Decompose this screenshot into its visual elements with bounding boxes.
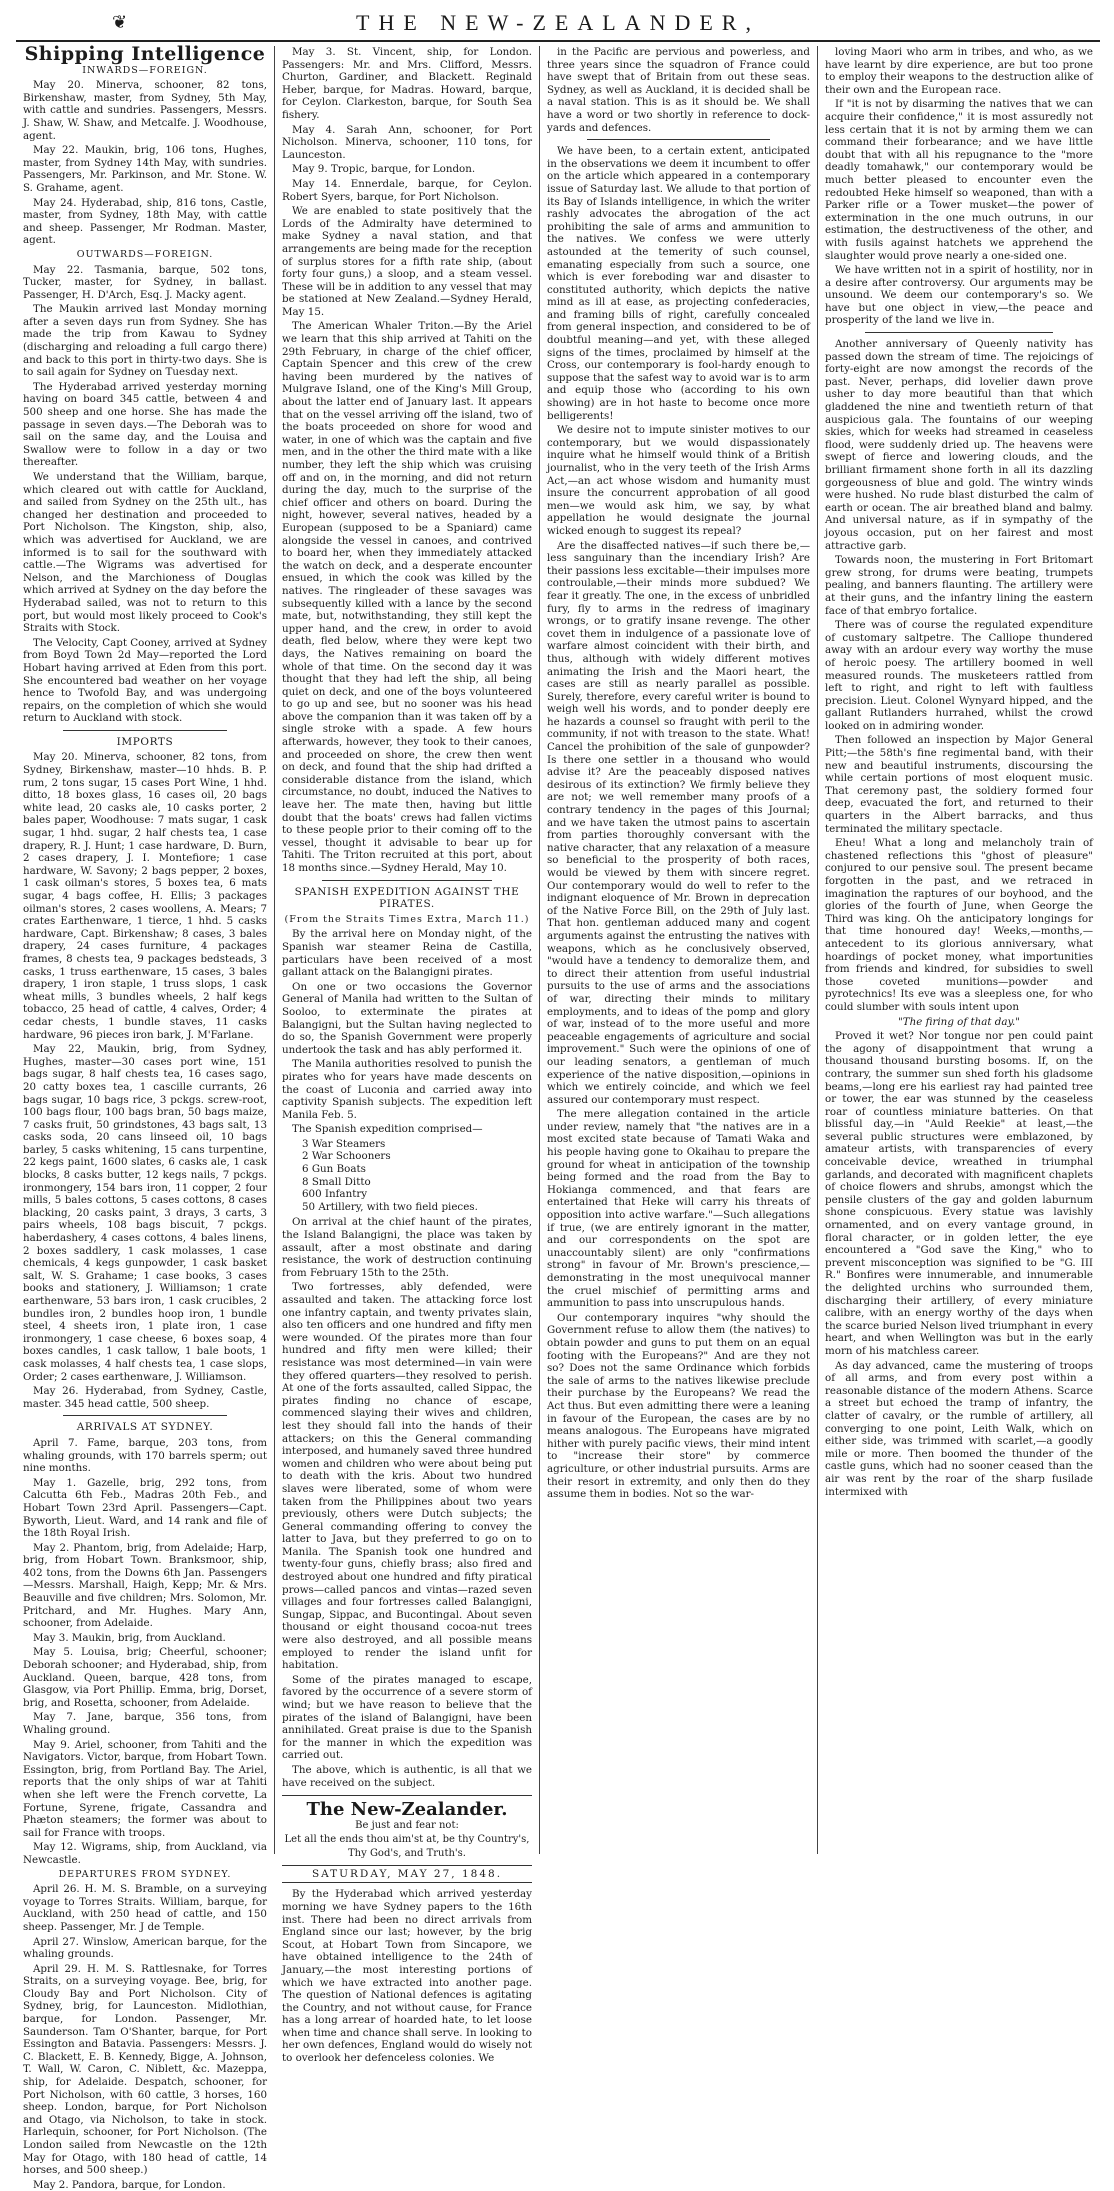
paragraph: The mere allegation contained in the article under review, namely that "the natives are in a most excited state because of Tamati Waka and his people having gone to Okaihau to prepare the ground for wheat in anticipation of the township being formed and the road from the Bay to Hokianga commenced, and that fears are entertained that Heke will carry his threats of opposition into active warfare."—Such allegations if true, (we are entirely ignorant in the matter, and our correspondents on the spot are unaccountably silent) are only "confirmations strong" in favour of Mr. Brown's prescience,—demonstrating in the most unequivocal manner the cruel mischief of permitting arms and ammunition to pass into unscrupulous hands. [547,1108,810,1310]
inwards-list [23,79,267,247]
paragraph: Some of the pirates managed to escape, favored by the occurrence of a severe storm of wind; but we have reason to believe that the pirates of the island of Balangigni, have been annihilated. Great praise is due to the Spanish for the manner in which the expedition was carried out. [282,1673,532,1762]
quote-line: "The firing of that day." [898,1015,1020,1028]
outwards-list [23,264,267,725]
outwards-foreign-heading: OUTWARDS—FOREIGN. [76,248,214,260]
paragraph: The Velocity, Capt Cooney, arrived at Sydney from Boyd Town 2d May—reported the Lord Hobart having arrived at Eden from this port. She encountered bad weather on her voyage hence to Twofold Bay, and was undergoing repairs, on the completion of which she would return to Auckland with stock. [23,636,267,725]
paragraph: If "it is not by disarming the natives that we can acquire their confidence," it is most assuredly not less certain that it is not by arming them we can command their forbearance; and we have little doubt that with all his repugnance to the "more deadly tomahawk," our contemporary would be much better pleased to encounter even the redoubted Heke himself so weaponed, than with a Parker rifle or a Tower musket—the power of extermination in the one much outruns, in our estimation, the destructiveness of the other, and with fusils against hatchets we apprehend the slaughter would prove nearly a one-sided one. [825,98,1093,262]
list-item: 600 Infantry [302,1188,368,1201]
paragraph: The Spanish expedition comprised— [292,1123,483,1136]
arrivals-heading: ARRIVALS AT SYDNEY. [76,1421,214,1434]
dateline: SATURDAY, MAY 27, 1848. [282,1865,532,1884]
ornament-icon: ❦ [112,12,128,33]
paragraph: May 22. Tasmania, barque, 502 tons, Tucker, master, for Sydney, in ballast. Passenger, H. D'Arch, Esq. J. Macky agent. [23,263,267,301]
paragraph: On one or two occasions the Governor General of Manila had written to the Sultan of Sooloo, to exterminate the pirates at Balangigni, but the Sultan having neglected to do so, the Spanish Government were properly undertook the task and has ably performed it. [282,980,532,1056]
paragraph: Eheu! What a long and melancholy train of chastened reflections this "ghost of pleasure" conjured to our pensive soul. The present became forgotten in the past, and we retraced in imagination the raptures of our boyhood, and the glories of the fourth of June, when George the Third was king. Oh the anticipatory longings for that time honoured day! Weeks,—months,—antecedent to its glorious anniversary, what hoardings of pocket money, what importunities from friends and kindred, for subsidies to swell those coveted munitions—powder and pyrotechnics! Its eve was a sleepless one, for who could slumber with souls intent upon [825,837,1093,1013]
column-1 [16,43,274,2191]
column-2 [274,46,539,2065]
shipping-heading: Shipping Intelligence [24,43,266,65]
paragraph: Proved it wet? Nor tongue nor pen could paint the agony of disappointment that wrung a thousand thousand bursting bosoms. If, on the contrary, the summer sun shed forth his gladsome beams,—long ere his earliest ray had painted tree or tower, the ear was stunned by the ceaseless roar of countless miniature batteries. On that blissful day,—in "Auld Reekie" at least,—the several public structures were emblazoned, by amateur artists, with transparencies of every conceivable device, wreathed in triumphal garlands, and decorated with magnificent chaplets of choice flowers and shrubs, amongst which the pensile clusters of the gay and golden laburnum shone conspicuous. Every statue was lavishly ornamented, and on every vantage ground, in floral character, or in golden letter, the eye encountered a "God save the King," who to prevent misconception was signified to be "G. III R." Bonfires were innumerable, and innumerable the delighted urchins who surrounded them, discharging their artillery, of every miniature calibre, with an energy worthy of the days when the scarce buried Nelson lived triumphant in every heart, and when Wellington was but in the early morn of his matchless career. [825,1030,1093,1357]
divider [322,880,492,881]
paragraph: Our contemporary inquires "why should the Government refuse to allow them (the natives) to obtain powder and guns to put them on an equal footing with the Europeans?" And are they not so? Does not the same Ordinance which forbids the sale of arms to the natives likewise preclude their purchase by the Europeans? We read the Act thus. But even admitting there were a leaning in favour of the European, the cases are by no means analogous. The Europeans have migrated hither with purely pacific views, their mind intent to "increase their store" by commerce agriculture, or other industrial pursuits. Arms are their resort in extremity, and only then do they assume them in bodies. Not so the war- [547,1311,810,1501]
paragraph: We desire not to impute sinister motives to our contemporary, but we would dispassionately inquire what he himself would think of a British journalist, who in the very teeth of the Irish Arms Act,—an act whose wisdom and humanity must insure the concurrent approbation of all good men—we would ask him, we say, by what appellation he would designate the journal wicked enough to suggest its repeal? [547,424,810,537]
masthead [16,6,1100,42]
column-4 [817,46,1100,1854]
paragraph: Then followed an inspection by Major General Pitt;—the 58th's fine regimental band, with their new and beautiful instruments, discoursing the while certain portions of most eloquent music. That ceremony past, the soldiery formed four deep, evacuated the fort, and returned to their quarters in the Albert barracks, and thus terminated the military spectacle. [825,734,1093,835]
editorial-body [282,1888,532,2064]
paragraph: May 4. Sarah Ann, schooner, for Port Nicholson. Minerva, schooner, 110 tons, for Launceston. [282,123,532,161]
motto-line-2: Let all the ends thou aim'st at, be thy Country's, [284,1833,530,1845]
arrivals-list [23,1437,267,1867]
paragraph: May 2. Phantom, brig, from Adelaide; Harp, brig, from Hobart Town. Branksmoor, ship, 402 tons, from the Downs 6th Jan. Passengers—Messrs. Marshall, Haigh, Kepp; Mr. & Mrs. Beauville and five children; Mrs. Solomon, Mr. Pritchard, and Mr. Hughes. Mary Ann, schooner, from Adelaide. [23,1541,267,1630]
paragraph: May 9. Tropic, barque, for London. [292,163,476,176]
spanish-expedition-body [282,928,532,1136]
list-item: 2 War Schooners [302,1150,391,1163]
paragraph: The above, which is authentic, is all that we have received on the subject. [282,1763,532,1789]
paragraph: May 20. Minerva, schooner, 82 tons, from Sydney, Birkenshaw, master—10 hhds. B. P. rum, 2 tons sugar, 15 cases Port Wine, 1 hhd. ditto, 18 boxes glass, 16 cases oil, 20 bags white lead, 20 casks ale, 10 casks porter, 2 bales paper, Woodhouse: 7 mats sugar, 1 cask sugar, 1 hhd. sugar, 2 half chests tea, 1 case drapery, R. J. Hunt; 1 case hardware, D. Burn, 2 cases drapery, J. I. Montefiore; 1 case hardware, W. Savony; 2 bags pepper, 2 boxes, 1 cask oilman's stores, 5 boxes tea, 6 mats sugar, 4 bags coffee, H. Ellis; 3 packages oilman's stores, 2 cases woollens, A. Mears; 7 crates Earthenware, 1 tierce, 1 hhd. 5 casks hardware, Capt. Birkenshaw; 8 cases, 3 bales drapery, 24 cases furniture, 4 packages frames, 8 chests tea, 9 packages bedsteads, 3 casks, 1 truss earthenware, 15 cases, 3 bales drapery, 1 iron staple, 1 truss slops, 1 cask wheat mills, 3 bundles wheels, 2 half kegs tobacco, 25 head of cattle, 4 calves, Order; 4 cedar chests, 1 bundle staves, 11 casks hardware, 96 pieces iron bark, J. M'Farlane. [23,751,267,1041]
motto-line-1: Be just and fear not: [355,1819,459,1831]
inwards-foreign-heading: INWARDS—FOREIGN. [82,64,208,76]
imports-heading: IMPORTS [116,735,174,748]
paragraph: Towards noon, the mustering in Fort Britomart grew strong, for drums were beating, trumpets pealing, and banners flaunting. The artillery were at their guns, and the infantry lining the eastern face of that embryo fortalice. [825,554,1093,617]
divider [282,1795,532,1796]
paragraph: May 2. Pandora, barque, for London. [33,2178,226,2191]
paragraph: April 29. H. M. S. Rattlesnake, for Torres Straits, on a surveying voyage. Bee, brig, for Cloudy Bay and Port Nicholson. City of Sydney, brig, for Launceston. Midlothian, barque, for London. Passenger, Mr. Saunderson. Tam O'Shanter, barque, for Port Essington and Batavia. Passengers: Messrs. J. C. Blackett, E. B. Kennedy, Bigge, A. Johnson, T. Wall, W. Caron, C. Niblett, &c. Mazeppa, ship, for Adelaide. Despatch, schooner, for Port Nicholson, with 60 cattle, 3 horses, 160 sheep. London, barque, for Port Nicholson and Otago, via Nicholson, to take in stock. Harlequin, schooner, for Port Nicholson. (The London sailed from Newcastle on the 12th May for Otago, with 180 head of cattle, 14 horses, and 500 sheep.) [23,1962,267,2177]
paragraph: May 22. Maukin, brig, 106 tons, Hughes, master, from Sydney 14th May, with sundries. Passengers, Mr. Parkinson, and Mr. Stone. W. S. Grahame, agent. [23,144,267,194]
paragraph: May 5. Louisa, brig; Cheerful, schooner; Deborah schooner; and Hyderabad, ship, from Auckland. Queen, barque, 428 tons, from Glasgow, via Port Phillip. Emma, brig, Dorset, brig, and Rosetta, schooner, from Adelaide. [23,1646,267,1709]
paragraph: May 24. Hyderabad, ship, 816 tons, Castle, master, from Sydney, 18th May, with cattle and sheep. Passenger, Mr Rodman. Master, agent. [23,196,267,247]
editorial-title: The New-Zealander. [306,1799,508,1821]
paragraph: By the arrival here on Monday night, of the Spanish war steamer Reina de Castilla, particulars have been received of a most gallant attack on the Balangigni pirates. [282,928,532,979]
paragraph: May 20. Minerva, schooner, 82 tons, Birkenshaw, master, from Sydney, 5th May, with cattle and sundries. Passengers, Messrs. J. Shaw, W. Shaw, and Metcalfe. J. Woodhouse, agent. [23,79,267,142]
spanish-expedition-source: (From the Straits Times Extra, March 11.) [284,913,530,925]
paragraph: May 3. Maukin, brig, from Auckland. [33,1631,226,1644]
spanish-expedition-heading: SPANISH EXPEDITION AGAINST THE PIRATES. [294,885,520,911]
paragraph: April 7. Fame, barque, 203 tons, from whaling grounds, with 170 barrels sperm; out nine months. [23,1436,267,1475]
list-item: 6 Gun Boats [302,1163,366,1176]
paragraph: May 7. Jane, barque, 356 tons, from Whaling ground. [23,1711,267,1736]
paragraph: We have written not in a spirit of hostility, nor in a desire after controversy. Our arguments may be unsound. We deem our contemporary's so. We have but one object in view,—the peace and prosperity of the land we live in. [825,264,1093,327]
paragraph: On arrival at the chief haunt of the pirates, the Island Balangigni, the place was taken by assault, after a most obstinate and daring resistance, the work of destruction continuing from February 15th to the 25th. [282,1216,532,1279]
paragraph: May 3. St. Vincent, ship, for London. Passengers: Mr. and Mrs. Clifford, Messrs. Churton, Gardiner, and Blackett. Reginald Heber, barque, for Madras. Howard, barque, for Ceylon. Clarkeston, barque, for South Sea fishery. [282,46,532,121]
paragraph: As day advanced, came the mustering of troops of all arms, and from every post within a reasonable distance of the modern Athens. Scarce a street but echoed the tramp of infantry, the clatter of cavalry, or the rumble of artillery, all converging to one point, Leith Walk, which on either side, was trimmed with scarlet,—a goodly mile or more. Then boomed the thunder of the castle guns, which had no sooner ceased than the air was rent by the roar of the sharp fusilade intermixed with [825,1359,1093,1498]
paragraph: The Hyderabad arrived yesterday morning having on board 345 cattle, between 4 and 500 sheep and one horse. She has made the passage in seven days.—The Deborah was to sail on the same day, and the Louisa and Swallow were to follow in a day or two thereafter. [23,380,267,469]
paragraph: in the Pacific are pervious and powerless, and three years since the squadron of France could have swept that of Britain from out these seas. Sydney, as well as Auckland, it is decided shall be a naval station. This is as it should be. We shall have a word or two shortly in reference to dock-yards and defences. [547,46,810,134]
list-item: 8 Small Ditto [302,1175,371,1188]
columns [16,43,1100,2191]
paragraph: There was of course the regulated expenditure of customary saltpetre. The Calliope thundered away with an ardour every way worthy the muse of heroic poesy. The artillery boomed in well measured rounds. The musketeers rattled from left to right, and right to left with faultless precision. Lieut. Colonel Wynyard hipped, and the gallant Rutlanders hurrahed, whilst the crowd looked on in admiring wonder. [825,619,1093,732]
anniversary-article-2 [825,1030,1093,1498]
departures-heading: DEPARTURES FROM SYDNEY. [58,1868,232,1880]
fleet-list [302,1138,532,1214]
spanish-expedition-body-2 [282,1216,532,1789]
anniversary-article [825,338,1093,1013]
divider [865,332,1053,333]
editorial-continued [547,46,810,134]
list-item: 3 War Steamers [302,1137,386,1150]
imports-list [23,751,267,1410]
divider [63,730,227,731]
paragraph: April 27. Winslow, American barque, for the whaling grounds. [23,1935,267,1961]
column-3 [539,46,817,1854]
paragraph: Are the disaffected natives—if such there be,—less sanguinary than the incendiary Irish? Are their passions less excitable—their impulses more controulable,—their minds more subdued? We fear it greatly. The one, in the excess of unbridled fury, fly to arms in the redress of imaginary wrongs, or to gratify insane revenge. The other covet them in indulgence of a passionate love of warfare almost coincident with their birth, and thus, although with widely different motives animating the Irish and the Maori heart, the cases are still as nearly parallel as possible. Surely, therefore, every careful writer is bound to weigh well his words, and to ponder deeply ere he hazards a counsel so fraught with peril to the community, if not with treason to the state. What! Cancel the prohibition of the sale of gunpowder? Is there one settler in a thousand who would advise it? Are the peaceably disposed natives desirous of its extinction? We firmly believe they are not; we well remember many proofs of a contrary tendency in the pages of this Journal; and we have taken the utmost pains to ascertain from parties thoroughly conversant with the native character, that any relaxation of a measure so beneficial to the prosperity of both races, would be viewed by them with sincere regret. Our contemporary would do well to refer to the indignant eloquence of Mr. Brown in deprecation of the Native Force Bill, on the 29th of July last. That hon. gentleman adduced many and cogent arguments against the entrusting the natives with weapons, which as he conclusively observed, "would have a tendency to demoralize them, and to direct their attention from useful industrial pursuits to the use of arms and the associations of war, directing their minds to military employments, and to ideas of the pomp and glory of war, instead of to the more useful and more peaceable engagements of agriculture and social improvement." Such were the opinions of one of our leading senators, a gentleman of much experience of the native disposition,—opinions in which we entirely coincide, and which we feel assured our contemporary must respect. [547,539,810,1106]
departures-list [23,1883,267,2191]
divider [587,139,770,140]
arms-article [547,145,810,1501]
paragraph: The American Whaler Triton.—By the Ariel we learn that this ship arrived at Tahiti on the 29th February, in charge of the chief officer, Captain Spencer and this crew of the crew having been murdered by the natives of Mulgrave Island, one of the King's Mill Group, about the latter end of January last. It appears that on the vessel arriving off the island, two of the boats proceeded on shore for wood and water, in one of which was the captain and five men, and in the other the third mate with a like number, they left the ship which was cruising off and on, in the morning, and did not return during the day, much to the surprise of the chief officer and others on board. During the night, however, several natives, headed by a European (supposed to be a Spaniard) came alongside the vessel in canoes, and contrived to board her, when they immediately attacked the watch on deck, and a desperate encounter ensued, in which the cook was killed by the natives. The ringleader of these savages was subsequently killed with a lance by the second mate, but, notwithstanding, they still kept the upper hand, and the crew, in order to avoid death, fled below, where they were kept two days, the Natives remaining on board the whole of that time. On the second day it was thought that they had left the ship, all being quiet on deck, and one of the boys volunteered to go up and see, but no sooner was his head above the companion than it was taken off by a single stroke with a spade. A few hours afterwards, however, they took to their canoes, and proceeded on shore, the crew then went on deck, and found that the ship had drifted a considerable distance from the island, which circumstance, no doubt, induced the Natives to leave her. The mate then, having but little doubt that the boats' crews had fallen victims to these people prior to their coming off to the vessel, thought it advisable to bear up for Tahiti. The Triton recruited at this port, about 18 months since.—Sydney Herald, May 10. [282,320,532,874]
paragraph: May 9. Ariel, schooner, from Tahiti and the Navigators. Victor, barque, from Hobart Town. Essington, brig, from Portland Bay. The Ariel, reports that the only ships of war at Tahiti when she left were the French corvette, La Fortune, Syrene, frigate, Cassandra and Phæton steamers; the former was about to sail for France with troops. [23,1738,267,1839]
list-item: 50 Artillery, with two field pieces. [302,1200,478,1213]
paragraph: We have been, to a certain extent, anticipated in the observations we deem it incumbent to offer on the article which appeared in a contemporary issue of Saturday last. We allude to that portion of its Bay of Islands intelligence, in which the writer rashly advocates the abrogation of the act prohibiting the sale of arms and ammunition to the natives. We confess we were utterly astounded at the temerity of such counsel, emanating especially from such a source, one which is ever foreboding war and disaster to constituted authority, which depicts the native mind as ill at ease, as projecting confederacies, and framing bills of right, carefully concealed from general inspection, and considered to be of doubtful meaning—and yet, with these alleged signs of the times, proclaimed by himself at the Cross, our contemporary is fool-hardy enough to suppose that the safest way to avoid war is to arm and equip those who (according to his own showing) are in hot haste to become once more belligerents! [547,145,810,422]
paragraph: May 22, Maukin, brig, from Sydney, Hughes, master—30 cases port wine, 151 bags sugar, 8 half chests tea, 16 cases sago, 20 catty boxes tea, 1 cascille currants, 26 bags sugar, 10 bags rice, 3 pckgs. screw-root, 100 bags flour, 100 bags bran, 50 bags maize, 7 casks fruit, 50 grindstones, 43 bags salt, 13 casks soda, 20 cans linseed oil, 10 bags barley, 5 casks whitening, 15 cans turpentine, 22 kegs paint, 1600 slates, 6 casks ale, 1 cask blocks, 8 casks butter, 12 kegs nails, 7 pckgs. ironmongery, 154 bars iron, 11 copper, 2 four mills, 5 bales cottons, 5 cases cottons, 8 cases blacking, 20 casks paint, 3 drays, 3 carts, 3 pairs wheels, 108 bags biscuit, 7 pckgs. haberdashery, 4 cases cottons, 4 bales linens, 2 boxes saddlery, 1 cask molasses, 1 case chemicals, 4 kegs gunpowder, 1 cask basket salt, W. S. Grahame; 1 case books, 3 cases books and stationery, J. Williamson; 1 crate earthenware, 53 bars iron, 1 cask crucibles, 2 bundles iron, 2 bundles hoop iron, 1 bundle steel, 4 sheets iron, 1 plate iron, 1 case ironmongery, 1 case cheese, 6 boxes soap, 4 boxes candles, 1 cask tallow, 1 bale boots, 1 cask molasses, 4 half chests tea, 1 case slops, Order; 2 cases earthenware, J. Williamson. [23,1043,267,1383]
paragraph: May 14. Ennerdale, barque, for Ceylon. Robert Syers, barque, for Port Nicholson. [282,177,532,203]
paragraph: We are enabled to state positively that the Lords of the Admiralty have determined to make Sydney a naval station, and that arrangements are being made for the reception of surplus stores for a fifth rate ship, (about forty four guns,) a sloop, and a steam vessel. These will be in addition to any vessel that may be stationed at New Zealand.—Sydney Herald, May 15. [282,205,532,318]
newspaper-title: THE NEW-ZEALANDER, [356,10,760,35]
arms-article-continued [825,46,1093,327]
paragraph: loving Maori who arm in tribes, and who, as we have learnt by dire experience, are but too prone to employ their weapons to the destruction alike of their own and the European race. [825,46,1093,96]
paragraph: May 12. Wigrams, ship, from Auckland, via Newcastle. [23,1841,267,1866]
departures-continued [282,46,532,875]
paragraph: The Maukin arrived last Monday morning after a seven days run from Sydney. She has made the trip from Kawau to Sydney (discharging and reloading a full cargo there) and back to this port in thirty-two days. She is to sail again for Sydney on Tuesday next. [23,303,267,379]
paragraph: May 1. Gazelle, brig, 292 tons, from Calcutta 6th Feb., Madras 20th Feb., and Hobart Town 23rd April. Passengers—Capt. Byworth, Lieut. Ward, and 14 rank and file of the 18th Royal Irish. [23,1476,267,1540]
paragraph: Another anniversary of Queenly nativity has passed down the stream of time. The rejoicings of forty-eight are now amongst the records of the past. Never, perhaps, did lovelier dawn prove usher to day more beautiful than that which gladdened the nine and twentieth return of that auspicious gala. The fountains of our weeping skies, which for weeks had streamed in ceaseless flood, were suddenly dried up. The heavens were swept of fierce and lowering clouds, and the brilliant firmament shone forth in all its dazzling gorgeousness of blue and gold. The wintry winds were hushed. No rude blast disturbed the calm of earth or ocean. The air breathed bland and balmy. And universal nature, as if in sympathy of the joyous occasion, put on her fairest and most attractive garb. [825,338,1093,552]
paragraph: By the Hyderabad which arrived yesterday morning we have Sydney papers to the 16th inst. There had been no direct arrivals from England since our last; however, by the brig Scout, at Hobart Town from Sincapore, we have obtained intelligence to the 24th of January,—the most interesting portions of which we have extracted into another page. The question of National defences is agitating the Country, and not without cause, for France has a long arrear of hoarded hate, to let loose when time and chance shall serve. In looking to her own defences, England would do wisely not to overlook her defenceless colonies. We [282,1888,532,2065]
paragraph: Two fortresses, ably defended, were assaulted and taken. The attacking force lost one infantry captain, and twenty privates slain, also ten officers and one hundred and fifty men were wounded. Of the pirates more than four hundred and fifty men were killed; their resistance was most determined—in vain were they offered quarters—they resolved to perish. At one of the forts assaulted, called Sippac, the pirates finding no chance of escape, commenced slaying their wives and children, lest they should fall into the hands of their attackers; on this the General commanding interposed, and humanely saved three hundred women and children who were about being put to death with the kris. About two hundred slaves were liberated, some of whom were taken from the Philippines about two years previously, others were Dutch subjects; the General commanding offering to convey the latter to Java, but they preferred to go on to Manila. The Spanish took one hundred and twenty-four guns, chiefly brass; also fired and destroyed about one hundred and fifty piratical prows—called pancos and vintas—razed seven villages and four fortresses called Balangigni, Sungap, Sippac, and Bucontingal. About seven thousand or eight thousand cocoa-nut trees were also destroyed, and all possible means employed to render the island unfit for habitation. [282,1281,532,1672]
motto-line-3: Thy God's, and Truth's. [348,1847,466,1859]
paragraph: May 26. Hyderabad, from Sydney, Castle, master. 345 head cattle, 500 sheep. [23,1385,267,1410]
divider [63,1415,227,1416]
paragraph: April 26. H. M. S. Bramble, on a surveying voyage to Torres Straits. William, barque, for Auckland, with 250 head of cattle, and 150 sheep. Passenger, Mr. J de Temple. [23,1883,267,1933]
paragraph: The Manila authorities resolved to punish the pirates who for years have made descents on the coast of Luconia and carried away into captivity Spanish subjects. The expedition left Manila Feb. 5. [282,1058,532,1121]
paragraph: We understand that the William, barque, which cleared out with cattle for Auckland, and sailed from Sydney on the 25th ult., has changed her destination and proceeded to Port Nicholson. The Kingston, ship, also, which was advertised for Auckland, we are informed is to sail for the southward with cattle.—The Wigrams was advertised for Nelson, and the Marchioness of Douglas which arrived at Sydney on the day before the Hyderabad sailed, was not to return to this port, but would most likely proceed to Cook's Straits with Stock. [23,471,267,635]
